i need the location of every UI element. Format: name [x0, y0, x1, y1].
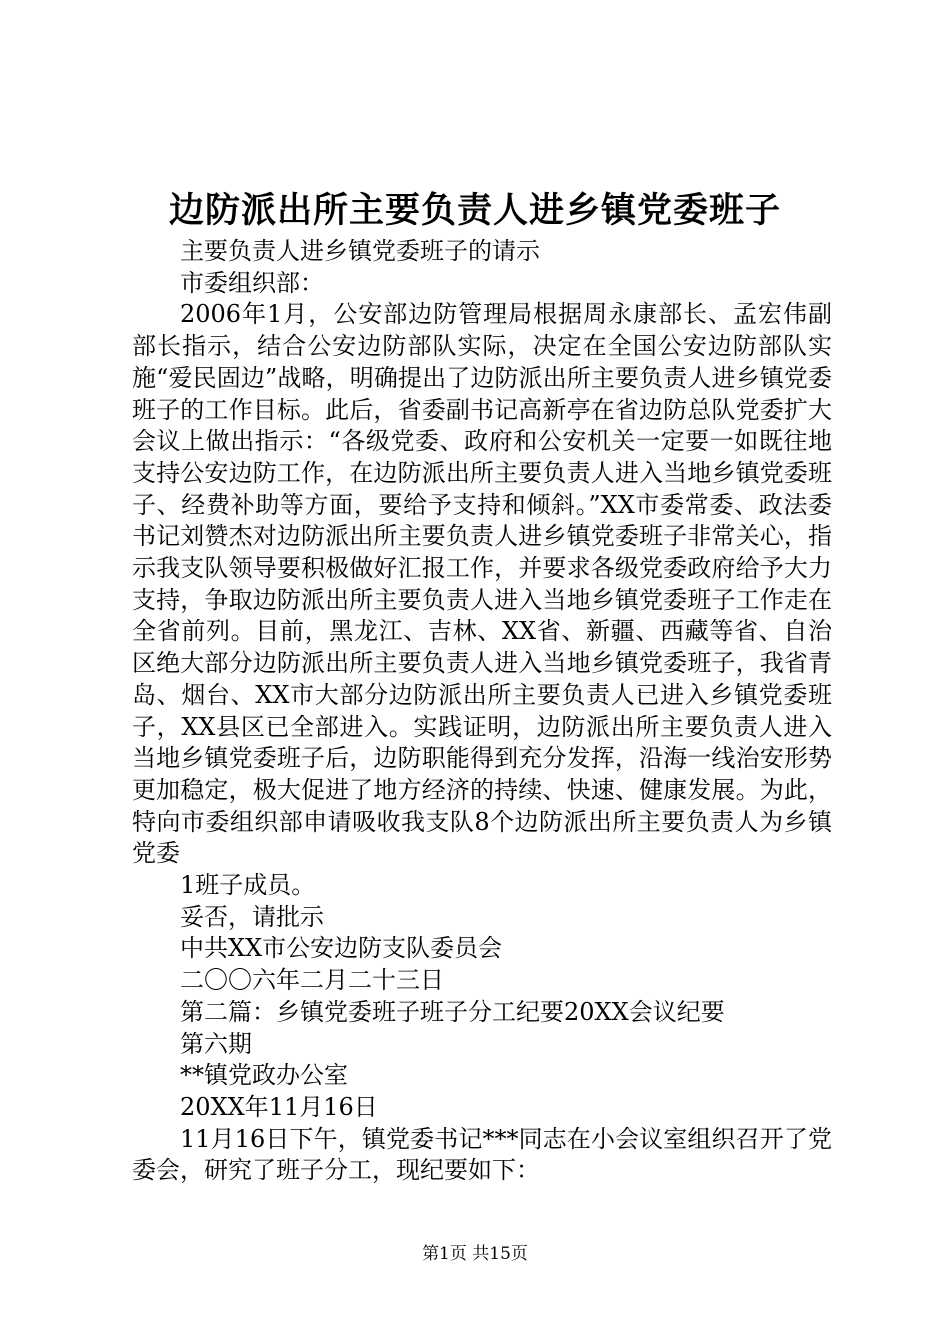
paragraph: 2006年1月，公安部边防管理局根据周永康部长、孟宏伟副部长指示，结合公安边防部队实际，决定在全国公安边防部队实施“爱民固边”战略，明确提出了边防派出所主要负责人进乡镇党委班子的工作目标。此后，省委副书记高新亭在省边防总队党委扩大会议上做出指示：“各级党委、政府和公安机关一定要一如既往地支持公安边防工作，在边防派出所主要负责人进入当地乡镇党委班子、经费补助等方面，要给予支持和倾斜。”XX市委常委、政法委书记刘赞杰对边防派出所主要负责人进乡镇党委班子非常关心，指示我支队领导要积极做好汇报工作，并要求各级党委政府给予大力支持，争取边防派出所主要负责人进入当地乡镇党委班子工作走在全省前列。目前，黑龙江、吉林、XX省、新疆、西藏等省、自治区绝大部分边防派出所主要负责人进入当地乡镇党委班子，我省青岛、烟台、XX市大部分边防派出所主要负责人已进入乡镇党委班子，XX县区已全部进入。实践证明，边防派出所主要负责人进入当地乡镇党委班子后，边防职能得到充分发挥，沿海一线治安形势更加稳定，极大促进了地方经济的持续、快速、健康发展。为此，特向市委组织部申请吸收我支队8个边防派出所主要负责人为乡镇党委 [132, 300, 832, 868]
paragraph: **镇党政办公室 [180, 1061, 348, 1090]
paragraph: 第六期 [180, 1029, 252, 1058]
paragraph: 20XX年11月16日 [180, 1092, 378, 1121]
document-title: 边防派出所主要负责人进乡镇党委班子 [168, 190, 781, 231]
paragraph: 11月16日下午，镇党委书记***同志在小会议室组织召开了党委会，研究了班子分工，现纪要如下： [132, 1124, 832, 1185]
document-body [132, 236, 832, 1187]
paragraph: 第二篇：乡镇党委班子班子分工纪要20XX会议纪要 [180, 997, 725, 1026]
paragraph: 中共XX市公安边防支队委员会 [180, 934, 503, 963]
paragraph: 二〇〇六年二月二十三日 [180, 966, 444, 995]
paragraph: 1班子成员。 [180, 871, 316, 900]
paragraph: 主要负责人进乡镇党委班子的请示 [180, 237, 540, 265]
paragraph: 市委组织部： [180, 268, 324, 297]
page-footer: 第1页 共15页 [422, 1244, 528, 1264]
paragraph: 妥否，请批示 [180, 902, 324, 931]
